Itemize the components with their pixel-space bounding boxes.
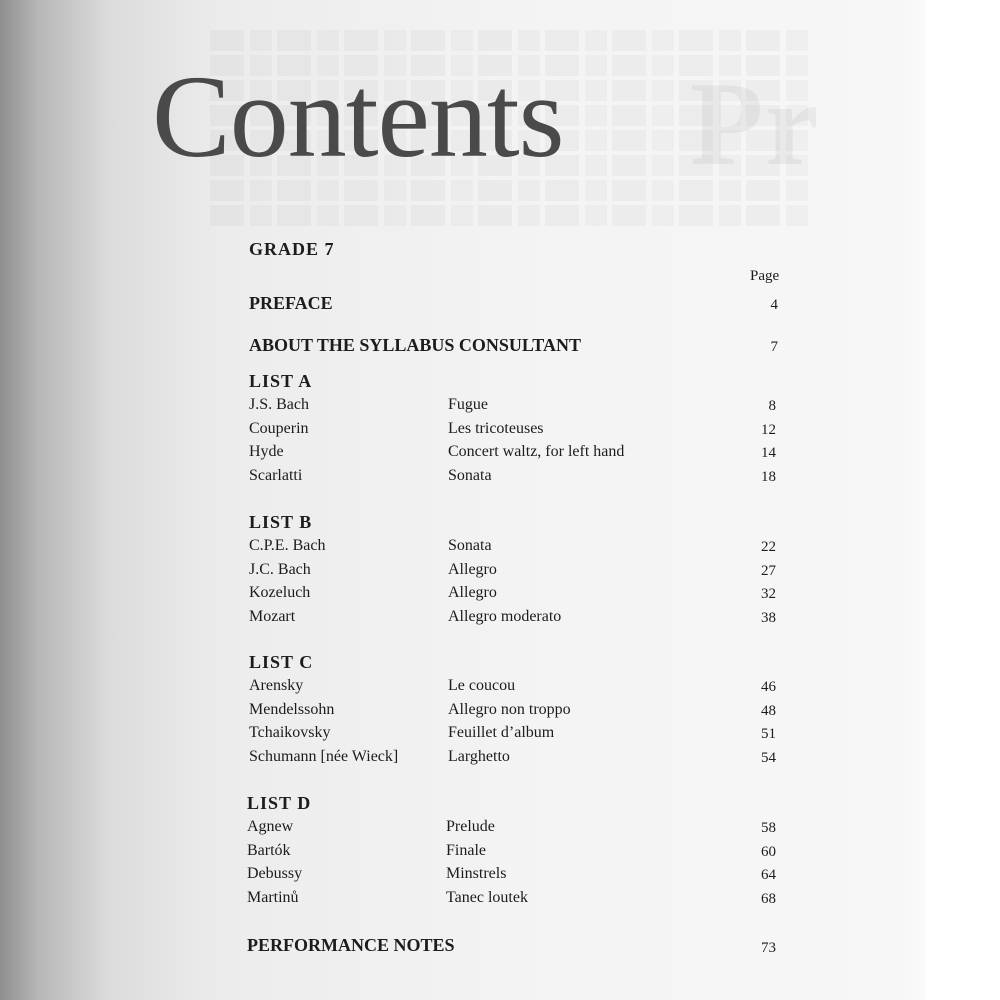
list-heading: LIST D (247, 793, 312, 813)
page-column-label: Page (750, 268, 780, 284)
toc-composer: Schumann [née Wieck] (249, 747, 399, 765)
toc-preface[interactable]: PREFACE (249, 293, 333, 313)
toc-page-number: 12 (761, 421, 776, 438)
toc-piece-title[interactable]: Minstrels (446, 865, 507, 882)
toc-composer: Arensky (249, 677, 304, 694)
toc-page-number: 46 (761, 679, 776, 695)
toc-composer: J.S. Bach (249, 396, 309, 413)
toc-page-number: 51 (761, 726, 776, 742)
toc-composer: Tchaikovsky (249, 724, 331, 741)
toc-piece-title[interactable]: Allegro (448, 560, 497, 578)
toc-composer: Martinů (247, 888, 299, 906)
toc-piece-title[interactable]: Concert waltz, for left hand (448, 443, 625, 460)
toc-page-number: 27 (761, 562, 776, 579)
toc-page-number: 58 (761, 820, 776, 836)
toc-about-consultant[interactable]: ABOUT THE SYLLABUS CONSULTANT (249, 335, 581, 355)
toc-page-number: 54 (761, 749, 776, 766)
toc-composer: C.P.E. Bach (249, 537, 326, 554)
toc-composer: Kozeluch (249, 584, 311, 601)
toc-composer: Bartók (247, 841, 291, 859)
toc-piece-title[interactable]: Prelude (446, 818, 495, 835)
toc-page-number: 18 (761, 468, 776, 485)
toc-page-number: 60 (761, 843, 776, 860)
page-title: Contents (152, 51, 564, 182)
toc-page-number: 73 (761, 940, 776, 956)
toc-page-number: 7 (770, 339, 778, 355)
toc-composer: J.C. Bach (249, 560, 311, 578)
toc-piece-title[interactable]: Fugue (448, 396, 488, 413)
toc-page-number: 4 (770, 297, 778, 313)
toc-composer: Debussy (247, 865, 303, 882)
toc-page-number: 68 (761, 890, 776, 907)
toc-page-number: 38 (761, 609, 776, 626)
toc-page-number: 48 (761, 702, 776, 719)
toc-composer: Agnew (247, 818, 294, 835)
toc-piece-title[interactable]: Allegro moderato (448, 607, 562, 625)
list-heading: LIST A (249, 371, 313, 391)
toc-piece-title[interactable]: Sonata (448, 537, 492, 554)
page-margin (925, 0, 1000, 1000)
toc-piece-title[interactable]: Allegro (448, 584, 497, 601)
toc-composer: Mozart (249, 607, 296, 625)
list-heading: LIST B (249, 512, 313, 532)
toc-composer: Hyde (249, 443, 284, 460)
toc-piece-title[interactable]: Les tricoteuses (448, 419, 544, 437)
toc-piece-title[interactable]: Tanec loutek (446, 888, 528, 906)
toc-page-number: 32 (761, 586, 776, 602)
toc-composer: Scarlatti (249, 466, 303, 484)
toc-composer: Mendelssohn (249, 700, 335, 718)
show-through-heading: Pr (690, 57, 821, 190)
toc-page-number: 64 (761, 867, 776, 883)
toc-page-number: 8 (768, 398, 776, 414)
list-heading: LIST C (249, 652, 314, 672)
toc-performance-notes[interactable]: PERFORMANCE NOTES (247, 935, 455, 955)
toc-piece-title[interactable]: Le coucou (448, 677, 516, 694)
toc-page-number: 14 (761, 445, 776, 461)
toc-piece-title[interactable]: Feuillet d’album (448, 724, 555, 741)
toc-piece-title[interactable]: Finale (446, 841, 486, 859)
toc-piece-title[interactable]: Larghetto (448, 747, 510, 765)
toc-page-number: 22 (761, 539, 776, 555)
toc-piece-title[interactable]: Allegro non troppo (448, 700, 571, 718)
toc-piece-title[interactable]: Sonata (448, 466, 492, 484)
toc-composer: Couperin (249, 419, 309, 437)
grade-heading: GRADE 7 (249, 239, 335, 259)
